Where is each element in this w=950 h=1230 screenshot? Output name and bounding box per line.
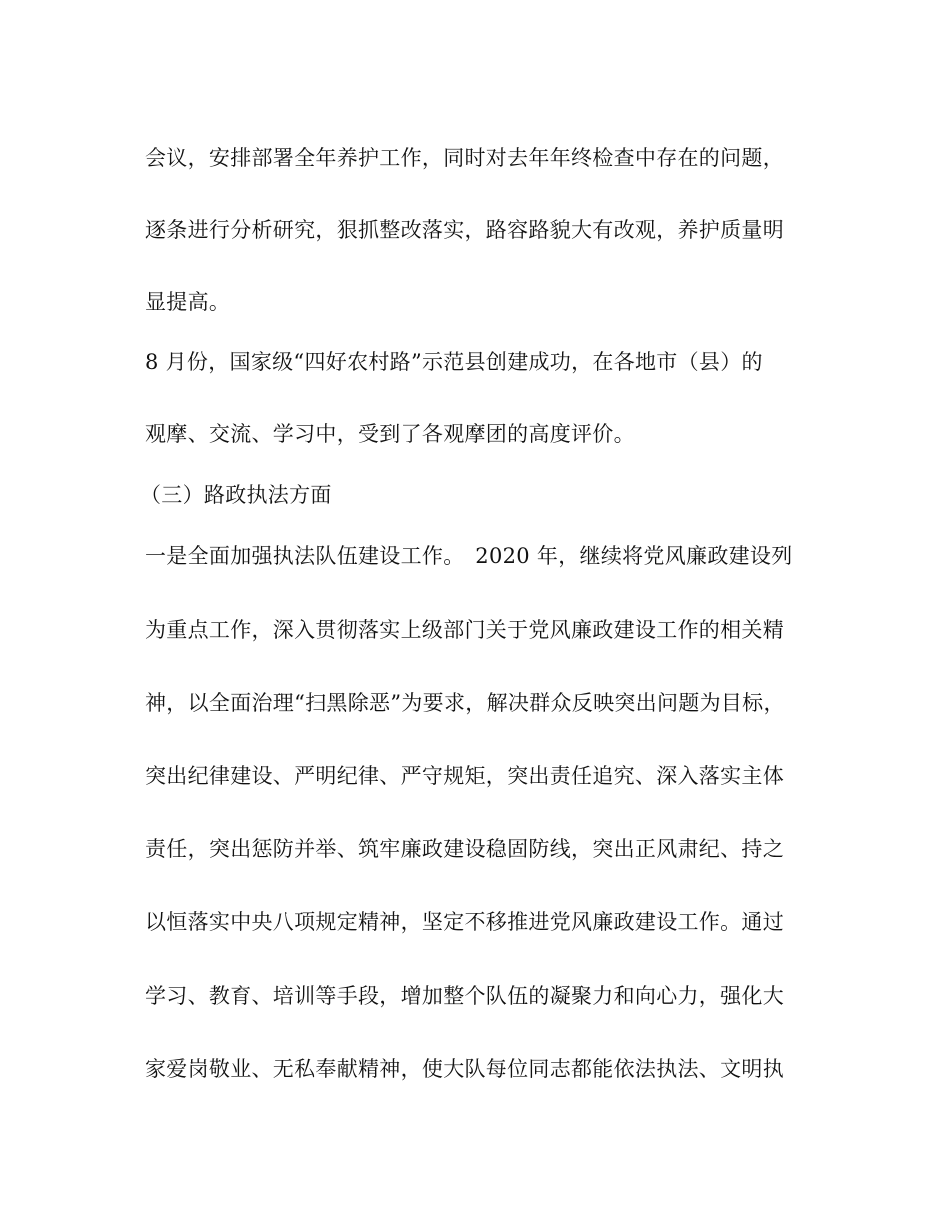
text-line-14: 家爱岗敬业、无私奉献精神，使大队每位同志都能依法执法、文明执 xyxy=(145,1057,784,1081)
text-line-3: 显提高。 xyxy=(145,290,231,314)
text-line-11: 责任，突出惩防并举、筑牢廉政建设稳固防线，突出正风肃纪、持之 xyxy=(145,837,784,861)
text-line-12: 以恒落实中央八项规定精神，坚定不移推进党风廉政建设工作。通过 xyxy=(145,910,784,934)
text-line-7: 一是全面加强执法队伍建设工作。 2020 年，继续将党风廉政建设列 xyxy=(145,544,793,568)
text-line-13: 学习、教育、培训等手段，增加整个队伍的凝聚力和向心力，强化大 xyxy=(145,984,784,1008)
text-line-5: 观摩、交流、学习中，受到了各观摩团的高度评价。 xyxy=(145,422,635,446)
text-line-2: 逐条进行分析研究，狠抓整改落实，路容路貌大有改观，养护质量明 xyxy=(145,218,784,242)
text-line-8: 为重点工作，深入贯彻落实上级部门关于党风廉政建设工作的相关精 xyxy=(145,618,784,642)
section-heading: （三）路政执法方面 xyxy=(140,483,332,507)
text-line-1: 会议，安排部署全年养护工作，同时对去年年终检查中存在的问题， xyxy=(145,146,784,170)
text-line-9: 神，以全面治理“扫黑除恶”为要求，解决群众反映突出问题为目标， xyxy=(145,691,785,715)
text-line-10: 突出纪律建设、严明纪律、严守规矩，突出责任追究、深入落实主体 xyxy=(145,764,784,788)
text-line-4: 8 月份，国家级“四好农村路”示范县创建成功，在各地市（县）的 xyxy=(145,350,763,374)
